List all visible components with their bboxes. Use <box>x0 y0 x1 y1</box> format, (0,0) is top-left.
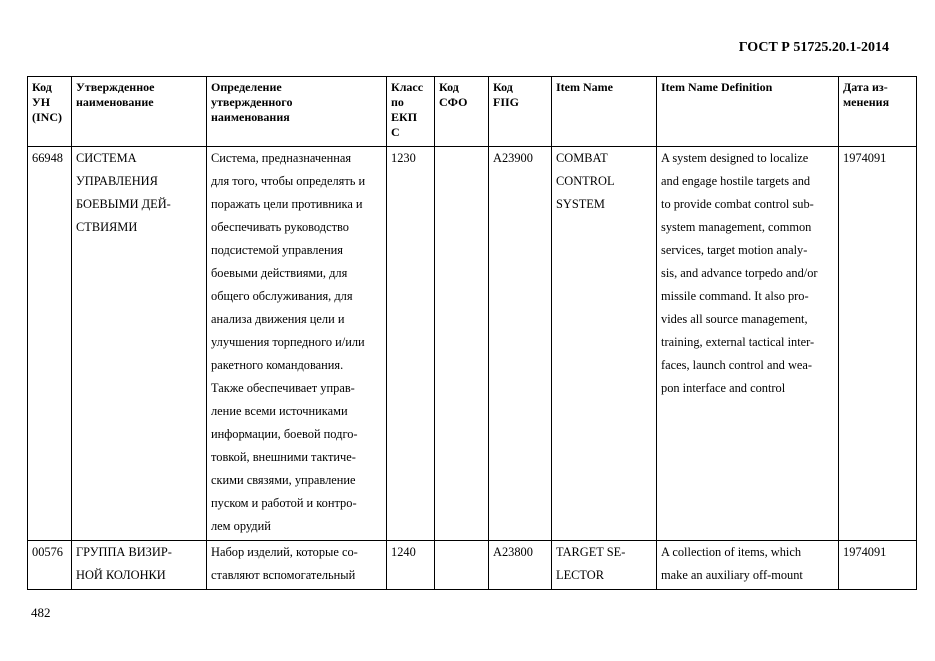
header-sfo: Код СФО <box>435 77 489 147</box>
cell-item-name: TARGET SE- LECTOR <box>552 541 657 590</box>
cell-sfo <box>435 147 489 541</box>
cell-fiig: A23800 <box>489 541 552 590</box>
cell-change-date: 1974091 <box>839 541 917 590</box>
table-row <box>28 147 917 541</box>
cell-inc: 66948 <box>28 147 72 541</box>
cell-change-date: 1974091 <box>839 147 917 541</box>
header-item-name: Item Name <box>552 77 657 147</box>
table-row <box>28 541 917 590</box>
header-row <box>28 77 917 147</box>
page-number: 482 <box>31 605 51 620</box>
cell-approved-name: СИСТЕМА УПРАВЛЕНИЯ БОЕВЫМИ ДЕЙ- СТВИЯМИ <box>72 147 207 541</box>
cell-fiig: A23900 <box>489 147 552 541</box>
header-approved-name: Утвержденное наименование <box>72 77 207 147</box>
cell-item-name-definition: A system designed to localize and engage hostile targets and to provide combat control sub- system management, common services, target motion analy- sis, and advance torpedo and/or missile command. It also pro- vides all source management, training, external tactical inter- faces, launch control and wea- pon interface and control <box>657 147 839 541</box>
cell-class: 1230 <box>387 147 435 541</box>
cell-approved-name: ГРУППА ВИЗИР- НОЙ КОЛОНКИ <box>72 541 207 590</box>
header-inc: Код УН (INC) <box>28 77 72 147</box>
header-definition: Определение утвержденного наименования <box>207 77 387 147</box>
cell-sfo <box>435 541 489 590</box>
catalog-table <box>27 76 917 590</box>
header-item-name-definition: Item Name Definition <box>657 77 839 147</box>
document-code: ГОСТ Р 51725.20.1-2014 <box>738 40 889 55</box>
cell-item-name: COMBAT CONTROL SYSTEM <box>552 147 657 541</box>
header-class: Класс по ЕКП С <box>387 77 435 147</box>
cell-definition: Система, предназначенная для того, чтобы определять и поражать цели противника и обеспечивать руководство подсистемой управления боевыми действиями, для общего обслуживания, для анализа движения цели и улучшения торпедного и/или ракетного командования. Также обеспечивает управ- ление всеми источниками информации, боевой подго- товкой, внешними тактиче- скими связями, управление пуском и работой и контро- лем орудий <box>207 147 387 541</box>
cell-inc: 00576 <box>28 541 72 590</box>
cell-definition: Набор изделий, которые со- ставляют вспомогательный <box>207 541 387 590</box>
cell-item-name-definition: A collection of items, which make an auxiliary off-mount <box>657 541 839 590</box>
cell-class: 1240 <box>387 541 435 590</box>
header-fiig: Код FIIG <box>489 77 552 147</box>
header-change-date: Дата из- менения <box>839 77 917 147</box>
